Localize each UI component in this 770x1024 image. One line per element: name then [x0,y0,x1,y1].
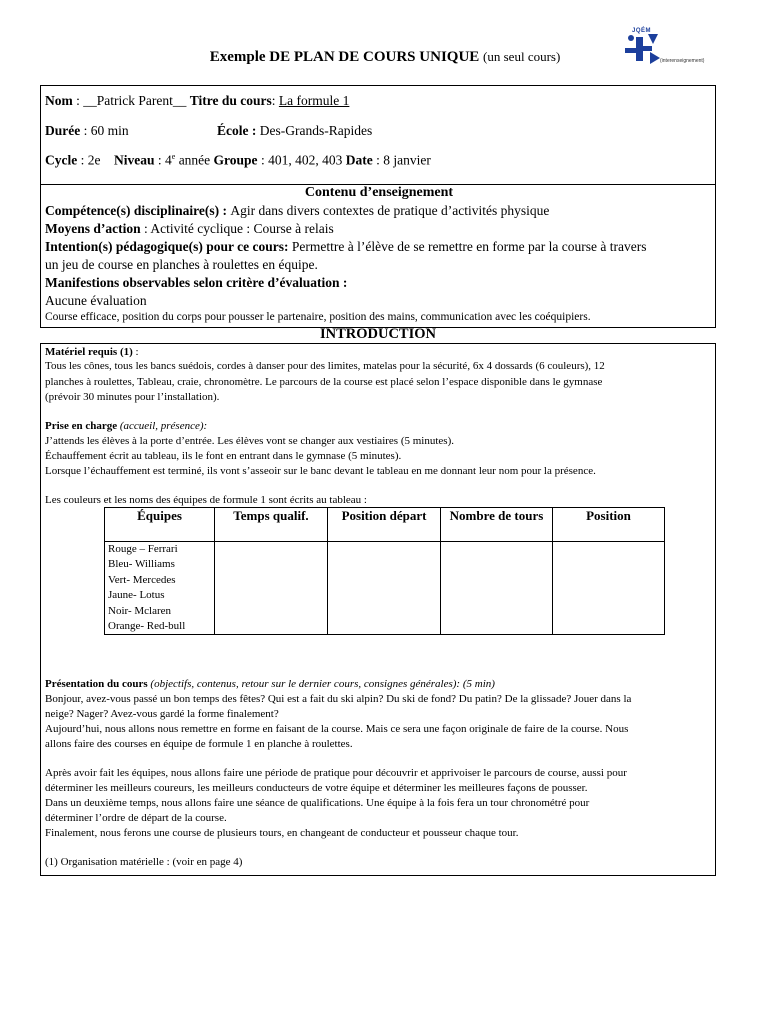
col-header-equipes: Équipes [105,508,215,542]
team-name: Vert- Mercedes [105,573,215,589]
page-title [0,49,770,66]
teams-table [104,507,665,635]
materiel-line-3: (prévoir 30 minutes pour l’installation). [45,391,220,403]
table-cell [553,588,665,604]
footnote: (1) Organisation matérielle : (voir en page 4) [45,856,243,868]
table-row [105,604,665,620]
prise-line-2: Échauffement écrit au tableau, ils le font en entrant dans le gymnase (5 minutes). [45,450,402,462]
contenu-heading: Contenu d’enseignement [304,185,454,200]
materiel-line-1: Tous les cônes, tous les bancs suédois, cordes à danser pour des limites, matelas pour la sécurité, 6x 4 dossards (6 couleurs), 12 [45,360,605,372]
table-row [105,573,665,589]
table-cell [441,619,553,635]
table-cell [328,542,441,558]
pres-line-6: déterminer les meilleurs coureurs, les meilleurs conducteurs de votre équipe et déterminer les meilleures façons de pousser. [45,782,588,794]
duree-label: Durée [45,123,81,138]
intention-line [45,239,646,255]
criteria-line: Course efficace, position du corps pour pousser le partenaire, position des mains, communication avec les coéquipiers. [45,311,591,323]
groupe-label: Groupe [213,152,258,168]
date-value: : 8 janvier [372,152,431,168]
table-cell [328,604,441,620]
table-cell [441,573,553,589]
prise-line-1: J’attends les élèves à la porte d’entrée. Les élèves vont se changer aux vestiaires (5 minutes). [45,435,454,447]
course-info-box [40,85,716,185]
team-name: Bleu- Williams [105,557,215,573]
materiel-heading [45,346,139,358]
teams-table-header [105,508,665,542]
table-cell [553,573,665,589]
materiel-label: Matériel requis (1) [45,346,133,358]
competence-label: Compétence(s) disciplinaire(s) : [45,203,231,218]
groupe-value: : 401, 402, 403 [257,152,343,168]
moyens-line [45,221,334,237]
table-cell [328,619,441,635]
ecole-value: Des-Grands-Rapides [259,123,373,138]
logo-top-text: JQÉM [632,28,652,34]
cycle-label: Cycle [45,152,78,168]
pres-line-5: Après avoir fait les équipes, nous allons faire une période de pratique pour découvrir et apprivoiser le parcours de course, aussi pour [45,767,627,779]
titre-label: Titre du cours [189,93,272,108]
info-row-nom: Nom : __Patrick Parent__ Titre du cours: La formule 1 [45,93,350,108]
table-cell [215,557,328,573]
presentation-heading [45,678,495,690]
titre-value: La formule 1 [278,93,350,108]
intention-label: Intention(s) pédagogique(s) pour ce cours: [45,239,292,254]
table-cell [553,557,665,573]
table-cell [553,604,665,620]
niveau-label: Niveau [113,152,155,168]
pres-line-8: déterminer l’ordre de départ de la course. [45,812,227,824]
pres-line-1: Bonjour, avez-vous passé un bon temps des fêtes? Qui est a fait du ski alpin? Du ski de fond? Du patin? De la glissade? Jouer dans la [45,693,632,705]
table-cell [215,588,328,604]
table-row [105,557,665,573]
col-header-nombre-tours: Nombre de tours [441,508,553,542]
table-cell [441,588,553,604]
prise-line-3: Lorsque l’échauffement est terminé, ils vont s’asseoir sur le banc devant le tableau en me donnant leur nom pour la présence. [45,465,596,477]
intro-heading: INTRODUCTION [319,326,436,342]
moyens-label: Moyens d’action [45,221,141,236]
table-row [105,619,665,635]
table-cell [215,619,328,635]
niveau-suffix: année [175,152,211,168]
prise-label: Prise en charge [45,420,118,432]
col-header-temps: Temps qualif. [215,508,328,542]
table-cell [328,573,441,589]
presentation-label: Présentation du cours [45,678,148,690]
table-row [105,542,665,558]
title-sub: (un seul cours) [483,49,561,64]
duree-value: : 60 min [80,123,129,138]
contenu-box [40,185,716,328]
table-cell [553,619,665,635]
pres-line-2: neige? Nager? Avez-vous gardé la forme finalement? [45,708,279,720]
col-header-position: Position [553,508,665,542]
table-cell [215,573,328,589]
table-cell [441,557,553,573]
materiel-line-2: planches à roulettes, Tableau, craie, chronomètre. Le parcours de la course est placé selon l’espace disponible dans le gymnase [45,376,603,388]
prise-heading [45,420,207,432]
logo-sub-text: (interenseignement) [660,58,705,64]
table-row [105,588,665,604]
pres-line-9: Finalement, nous ferons une course de plusieurs tours, en changeant de conducteur et pousseur chaque tour. [45,827,519,839]
presentation-note: (objectifs, contenus, retour sur le dernier cours, consignes générales): (5 min) [147,678,495,690]
competence-value: Agir dans divers contextes de pratique d’activités physique [230,203,550,218]
intention-line-2: un jeu de course en planches à roulettes en équipe. [45,257,318,272]
table-cell [215,542,328,558]
team-name: Noir- Mclaren [105,604,215,620]
ecole-label: École : [217,123,260,138]
info-row-ecole [217,123,372,139]
info-row-cycle [45,152,431,169]
moyens-value: : Activité cyclique : Course à relais [140,221,334,236]
table-cell [328,588,441,604]
team-name: Orange- Red-bull [105,619,215,635]
team-name: Rouge – Ferrari [105,542,215,558]
pres-line-3: Aujourd’hui, nous allons nous remettre en forme en faisant de la course. Mais ce sera une façon originale de faire de la course. Nous [45,723,629,735]
nom-label: Nom [45,93,73,108]
pres-line-4: allons faire des courses en équipe de formule 1 en planche à roulettes. [45,738,353,750]
table-cell [441,604,553,620]
date-label: Date [345,152,373,168]
table-intro: Les couleurs et les noms des équipes de formule 1 sont écrits au tableau : [45,494,367,506]
manif-label: Manifestions observables selon critère d’évaluation : [45,275,348,290]
competence-line [45,203,549,219]
title-main: Exemple DE PLAN DE COURS UNIQUE [209,49,480,65]
niveau-sup: e [171,152,176,161]
manif-value: Aucune évaluation [45,293,147,308]
info-row-duree [45,123,129,139]
intention-value-1: Permettre à l’élève de se remettre en forme par la course à travers [291,239,647,254]
nom-value: : __Patrick Parent__ [72,93,190,108]
table-cell [215,604,328,620]
pres-line-7: Dans un deuxième temps, nous allons faire une séance de qualifications. Une équipe à la fois fera un tour chronométré pour [45,797,590,809]
table-cell [553,542,665,558]
prise-note: (accueil, présence): [117,420,208,432]
cycle-value: : 2e [77,152,101,168]
table-cell [328,557,441,573]
niveau-value: : 4 [154,152,172,168]
team-name: Jaune- Lotus [105,588,215,604]
materiel-colon: : [132,346,139,358]
col-header-position-depart: Position départ [328,508,441,542]
table-cell [441,542,553,558]
